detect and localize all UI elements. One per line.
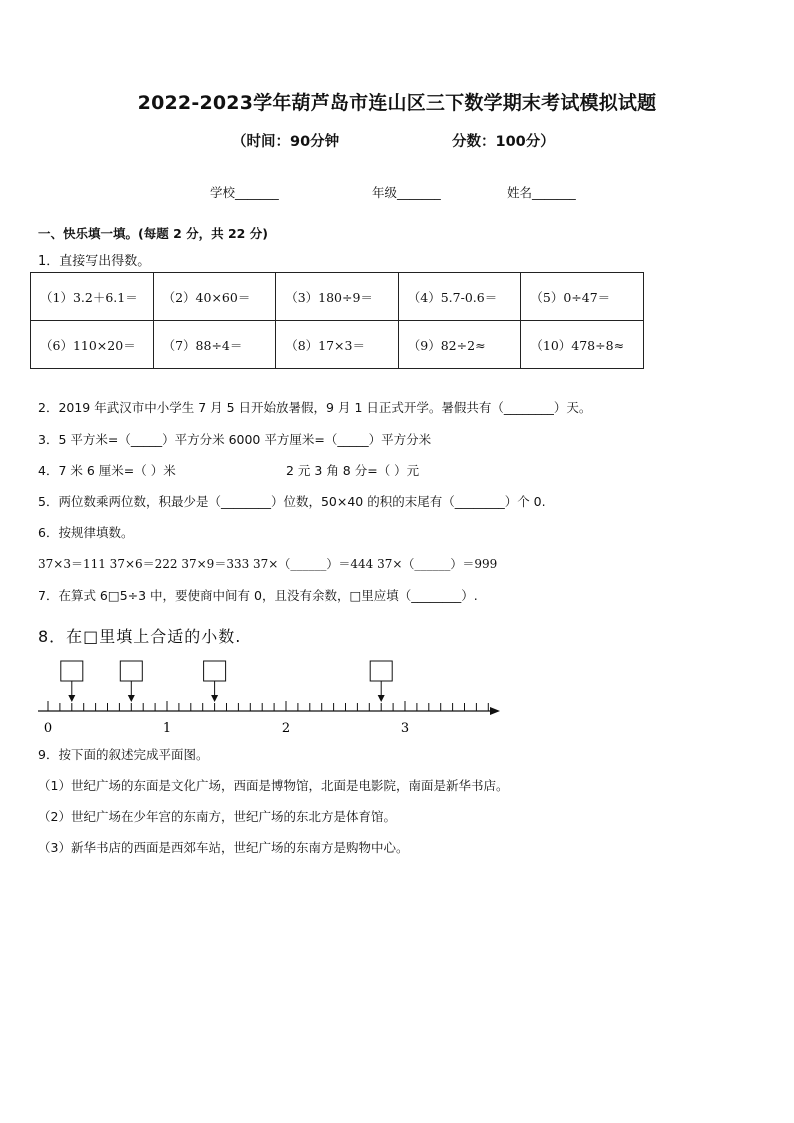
question-3: 3．5 平方米=（_____）平方分米 6000 平方厘米=（_____）平方分米	[38, 432, 432, 447]
question-9: 9．按下面的叙述完成平面图。	[38, 747, 209, 762]
question-2: 2．2019 年武汉市中小学生 7 月 5 日开始放暑假，9 月 1 日正式开学。暑假共有（________）天。	[38, 400, 592, 415]
total-score: 分数：100分）	[452, 134, 555, 150]
question-6-pattern: 37×3＝111 37×6＝222 37×9＝333 37×（______）＝444 37×（______）＝999	[38, 557, 498, 571]
calc-cell: （4）5.7-0.6＝	[398, 273, 521, 321]
answer-box	[370, 661, 392, 681]
question-6: 6．按规律填数。	[38, 525, 134, 540]
school-field: 学校_______	[210, 185, 279, 200]
calc-cell: （9）82÷2≈	[398, 321, 521, 369]
question-1: 1．直接写出得数。	[38, 254, 151, 269]
calc-cell: （10）478÷8≈	[521, 321, 644, 369]
tick-label-2: 2	[281, 721, 291, 736]
time-limit: （时间：90分钟	[232, 134, 340, 150]
question-4a: 4．7 米 6 厘米=（ ）米	[38, 463, 176, 478]
question-7: 7．在算式 6□5÷3 中，要使商中间有 0，且没有余数，□里应填（________）.	[38, 588, 478, 603]
calc-cell: （3）180÷9＝	[276, 273, 399, 321]
calculation-table	[30, 272, 644, 369]
arrow-down-icon	[68, 695, 75, 702]
answer-box	[61, 661, 83, 681]
question-9-item: （2）世纪广场在少年宫的东南方，世纪广场的东北方是体育馆。	[38, 809, 396, 824]
question-9-item: （1）世纪广场的东面是文化广场，西面是博物馆，北面是电影院，南面是新华书店。	[38, 778, 509, 793]
calc-cell: （2）40×60＝	[153, 273, 276, 321]
answer-box	[204, 661, 226, 681]
arrow-head-icon	[490, 707, 500, 715]
calc-cell: （6）110×20＝	[31, 321, 154, 369]
name-field: 姓名_______	[507, 185, 576, 200]
page-title: 2022-2023学年葫芦岛市连山区三下数学期末考试模拟试题	[137, 92, 657, 114]
tick-label-1: 1	[162, 721, 172, 736]
tick-label-3: 3	[400, 721, 410, 736]
tick-label-0: 0	[43, 721, 53, 736]
calc-cell: （7）88÷4＝	[153, 321, 276, 369]
answer-box	[120, 661, 142, 681]
table-row	[31, 273, 644, 321]
arrow-down-icon	[128, 695, 135, 702]
section-heading: 一、快乐填一填。(每题 2 分，共 22 分)	[38, 226, 268, 241]
number-line-ticks	[48, 701, 488, 711]
table-row	[31, 321, 644, 369]
question-8: 8．在□里填上合适的小数.	[38, 627, 242, 646]
calc-cell: （5）0÷47＝	[521, 273, 644, 321]
arrow-down-icon	[378, 695, 385, 702]
number-line	[30, 655, 510, 740]
question-5: 5．两位数乘两位数，积最少是（________）位数，50×40 的积的末尾有（________）个 0.	[38, 494, 546, 509]
question-4b: 2 元 3 角 8 分=（ ）元	[286, 463, 420, 478]
calc-cell: （8）17×3＝	[276, 321, 399, 369]
answer-boxes	[61, 661, 392, 702]
arrow-down-icon	[211, 695, 218, 702]
calc-cell: （1）3.2＋6.1＝	[31, 273, 154, 321]
grade-field: 年级_______	[372, 185, 441, 200]
question-9-item: （3）新华书店的西面是西郊车站，世纪广场的东南方是购物中心。	[38, 840, 409, 855]
